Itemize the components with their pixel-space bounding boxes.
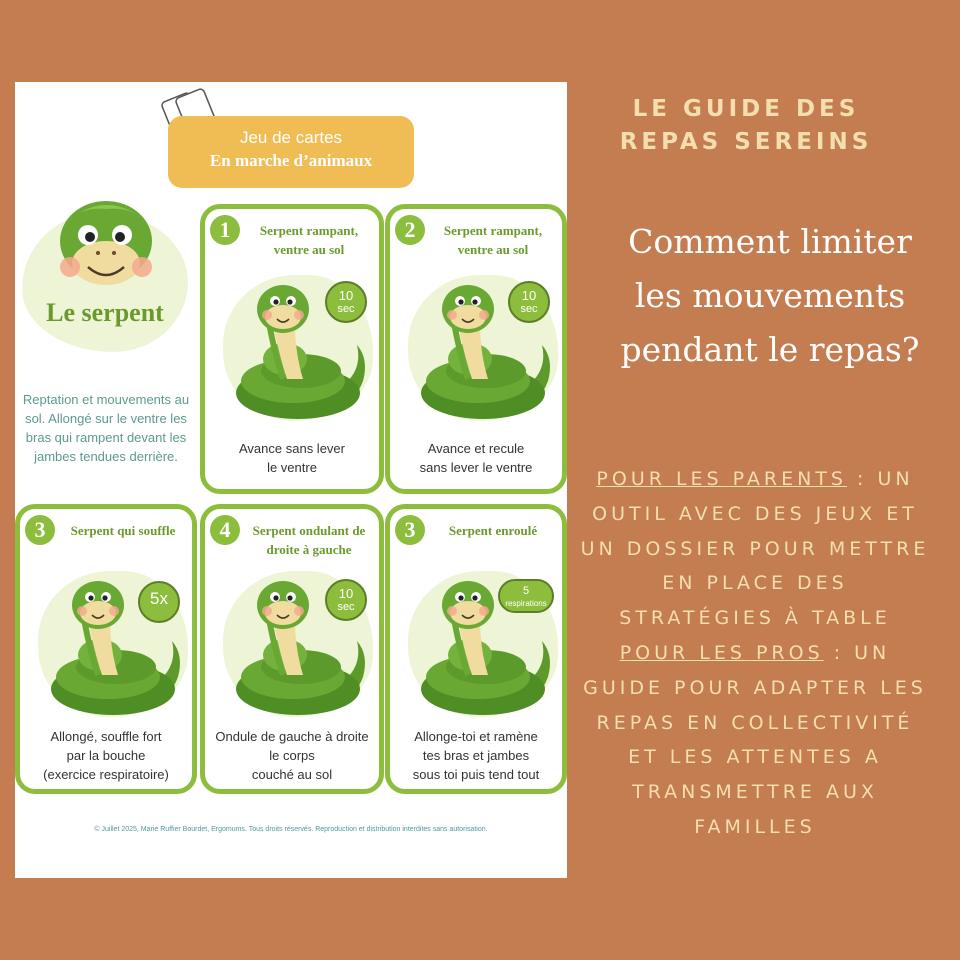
pros-text: : UN GUIDE POUR ADAPTER LES REPAS EN COLLECTIVITÉ ET LES ATTENTES	[583, 641, 927, 769]
intro-text: Reptation et mouvements au sol. Allongé sur le ventre les bras qui rampent devant les jambes tendues derrière.	[22, 392, 190, 464]
card-number: 3	[395, 515, 425, 545]
exercise-card-4	[200, 504, 384, 794]
card-number: 3	[25, 515, 55, 545]
game-title-line1: Jeu de cartes	[239, 128, 343, 147]
card-description: Avance et recule sans lever le ventre	[419, 441, 533, 475]
guide-title: LE GUIDE DES REPAS SEREINS	[619, 96, 873, 155]
card-number: 2	[395, 215, 425, 245]
card-number: 1	[210, 215, 240, 245]
card-title: Serpent qui souffle	[70, 523, 176, 538]
card-description: Avance sans lever le ventre	[239, 441, 345, 475]
game-title-line2: En marche d’animaux	[209, 151, 373, 170]
card-title: Serpent rampant, ventre au sol	[259, 223, 359, 257]
exercise-card-1	[200, 204, 384, 494]
card-number: 4	[210, 515, 240, 545]
card-title: Serpent ondulant de droite à gauche	[252, 523, 366, 557]
card-description: Ondule de gauche à droite le corps couché au sol	[215, 729, 369, 782]
exercise-card-2	[385, 204, 567, 494]
card-title: Serpent enroulé	[448, 523, 538, 538]
breath-badge: 5 respirations	[498, 579, 554, 613]
game-title-pill	[168, 116, 414, 188]
timer-icon: 10 sec	[325, 281, 367, 323]
exercise-card-5	[385, 504, 567, 794]
question-heading: Comment limiter les mouvements pendant le repas?	[620, 222, 920, 369]
card-description: Allongé, souffle fort par la bouche (exercice respiratoire)	[43, 729, 169, 782]
audience-description	[580, 462, 930, 845]
timer-icon: 10 sec	[325, 579, 367, 621]
copyright-footer: © Juillet 2025, Marie Ruffier Bourdet, Ergomums. Tous droits réservés. Reproduction et distribution interdites sans autorisation.	[94, 826, 488, 833]
card-description: Allonge-toi et ramène tes bras et jambes sous toi puis tend tout	[412, 729, 540, 782]
timer-icon: 10 sec	[508, 281, 550, 323]
parents-label: POUR LES PARENTS	[596, 468, 847, 490]
intro-title: Le serpent	[46, 298, 164, 327]
parents-text: : UN OUTIL AVEC DES JEUX ET UN DOSSIER POUR METTRE EN PLACE DES STRATÉGIES À TABLE	[580, 468, 930, 630]
card-title: Serpent rampant, ventre au sol	[443, 223, 543, 257]
pros-label: POUR LES PROS	[619, 641, 824, 664]
snake-head-icon	[40, 195, 170, 305]
closing-text: A TRANSMETTRE AUX FAMILLES	[632, 746, 882, 838]
exercise-card-3	[15, 504, 197, 794]
repeat-badge: 5x	[138, 581, 180, 623]
